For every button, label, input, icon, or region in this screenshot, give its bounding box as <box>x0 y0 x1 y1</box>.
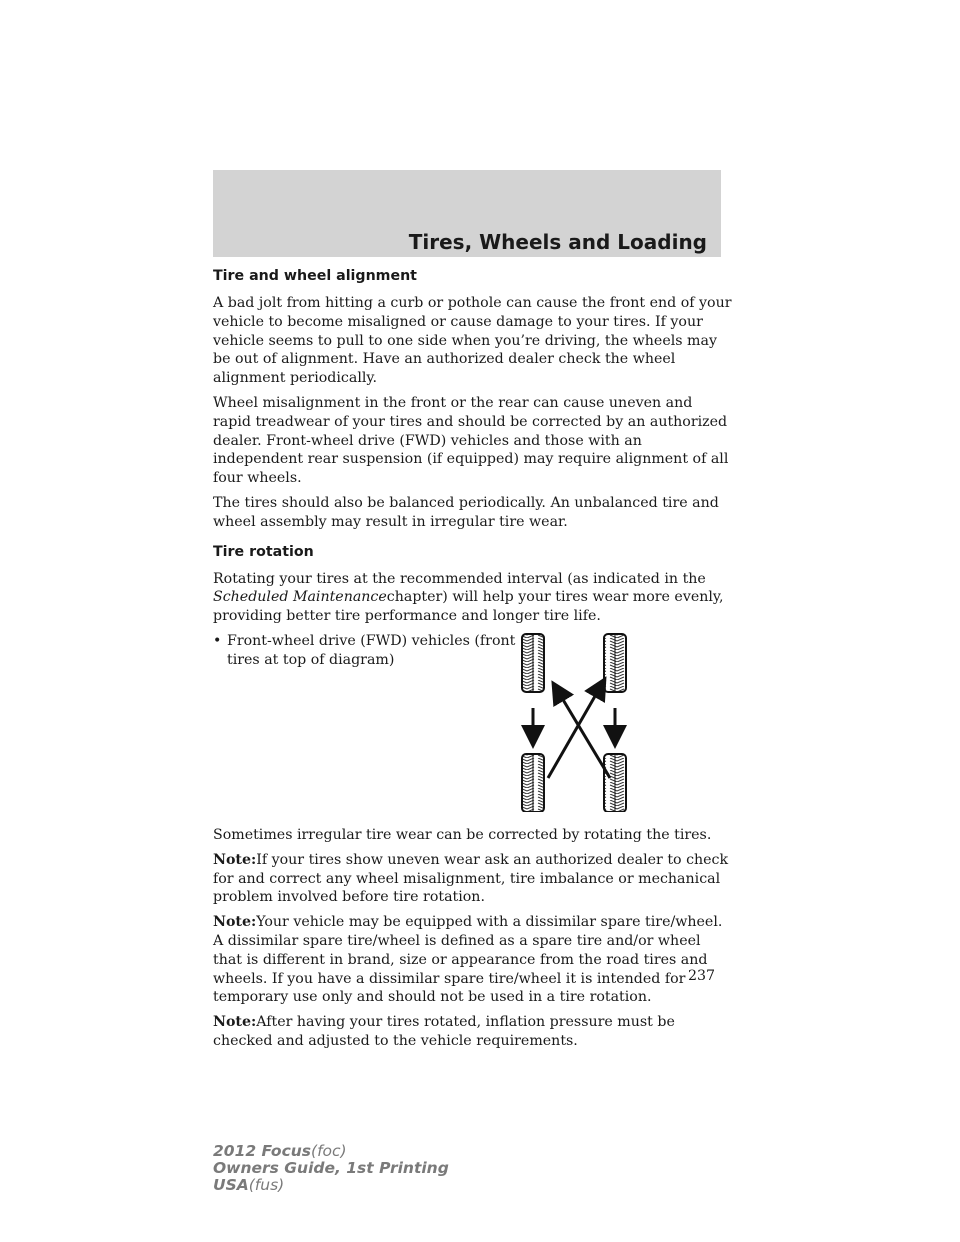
rotation-paragraph-1 <box>213 570 733 626</box>
note-text: Your vehicle may be equipped with a dissimilar spare tire/wheel. A dissimilar spare tire/wheel is defined as a spare tire and/or wheel that is different in brand, size or appearance from the road tires and wheels. If you have a dissimilar spare tire/wheel it is intended for temporary use only and should not be used in a tire rotation. <box>213 914 723 1006</box>
tire-rear-left-icon <box>522 754 544 812</box>
bullet-dot: • <box>213 632 222 649</box>
chapter-header-band <box>213 170 721 257</box>
footer-line-2: Owners Guide, 1st Printing <box>213 1159 449 1177</box>
alignment-paragraph-2: Wheel misalignment in the front or the rear can cause uneven and rapid treadwear of your tires and should be corrected by an authorized dealer. Front-wheel drive (FWD) vehicles and those with an independent rear suspension (if equipped) may require alignment of all four wheels. <box>213 394 729 487</box>
scheduled-maintenance-ref: Scheduled Maintenance <box>213 589 387 606</box>
footer-model: 2012 Focus <box>213 1142 312 1160</box>
page-number: 237 <box>688 968 716 984</box>
alignment-paragraph-3: The tires should also be balanced periodically. An unbalanced tire and wheel assembly may result in irregular tire wear. <box>213 494 719 530</box>
note-3 <box>213 1013 733 1051</box>
page-content <box>213 266 733 1057</box>
heading-rotation: Tire rotation <box>213 543 314 560</box>
tire-rotation-diagram <box>518 632 648 812</box>
chapter-title: Tires, Wheels and Loading <box>408 230 707 254</box>
note-label: Note: <box>213 851 257 868</box>
alignment-paragraph-1: A bad jolt from hitting a curb or pothole can cause the front end of your vehicle to become misaligned or cause damage to your tires. If your vehicle seems to pull to one side when you’re driving, the wheels may be out of alignment. Have an authorized dealer check the wheel alignment periodically. <box>213 295 732 387</box>
arrow-cross-to-front-left-icon <box>556 688 610 778</box>
rotation-text-a: Rotating your tires at the recommended interval (as indicated in the <box>213 570 706 587</box>
footer-model-code: (foc) <box>311 1142 347 1160</box>
note-label: Note: <box>213 914 257 931</box>
footer-line-1 <box>213 1143 449 1160</box>
tire-rear-right-icon <box>604 754 626 812</box>
bullet-text: Front-wheel drive (FWD) vehicles (front tires at top of diagram) <box>227 632 516 668</box>
footer-line-3 <box>213 1177 449 1194</box>
note-1 <box>213 851 733 907</box>
footer-market: USA <box>213 1176 249 1194</box>
bullet-fwd <box>213 632 517 670</box>
note-2 <box>213 913 733 1007</box>
note-label: Note: <box>213 1014 257 1031</box>
rotation-paragraph-2: Sometimes irregular tire wear can be corrected by rotating the tires. <box>213 826 712 843</box>
tire-front-left-icon <box>522 634 544 692</box>
note-text: If your tires show uneven wear ask an authorized dealer to check for and correct any wheel misalignment, tire imbalance or mechanical problem involved before tire rotation. <box>213 851 729 906</box>
rotation-text-b: chapter) will help your tires wear more evenly, providing better tire performance and longer tire life. <box>213 589 724 625</box>
tire-front-right-icon <box>604 634 626 692</box>
document-footer <box>213 1143 449 1194</box>
heading-alignment: Tire and wheel alignment <box>213 268 417 284</box>
note-text: After having your tires rotated, inflation pressure must be checked and adjusted to the vehicle requirements. <box>213 1014 675 1049</box>
arrow-cross-to-front-right-icon <box>548 684 602 778</box>
footer-market-code: (fus) <box>248 1176 285 1194</box>
rotation-bullet-block <box>213 632 733 822</box>
